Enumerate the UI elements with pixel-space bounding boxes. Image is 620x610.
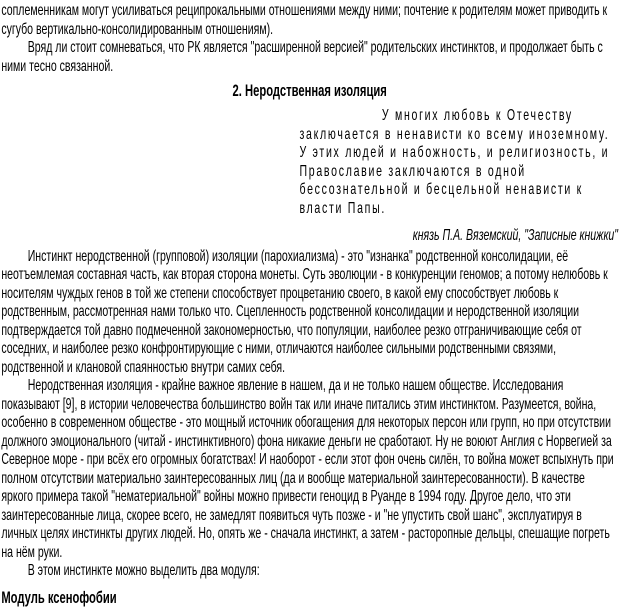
- body-paragraph-3: В этом инстинкте можно выделить два модуля:: [27, 562, 260, 579]
- subsection-heading: Модуль ксенофобии: [1, 588, 117, 607]
- body-paragraph-2: Неродственная изоляция - крайне важное явление в нашем, да и не только нашем обществе. Исследования показывают [9], в истории человечества большинство войн так или иначе питались этим инстинктом. Разумеется, война, особенно в современном обществе - это мощный источник обогащения для некоторых персон или групп, но при отсутствии должного эмоционального (читай - инстинктивного) фона никакие деньги не сработают. Ну не воюют Англия с Норвегией за Северное море - при всёх его огромных богатствах! И наоборот - если этот фон очень силён, то война может вспыхнуть при полном отсутствии материально заинтересованных лиц (да и вообще материальной заинтересованности). В качестве яркого примера такой "нематериальной" войны можно привести геноцид в Руанде в 1994 году. Другое дело, что эти заинтересованные лица, скорее всего, не замедлят появиться чуть позже - и "не упустить свой шанс", эксплуатируя в личных целях инстинкты других людей. Но, опять же - сначала инстинкт, а затем - расторопные дельцы, спешащие погреть на нём руки.: [1, 377, 614, 561]
- section-heading: 2. Неродственная изоляция: [232, 81, 387, 100]
- epigraph-block: [299, 107, 618, 248]
- body-paragraph-1: Инстинкт неродственной (групповой) изоляции (парохиализма) - это "изнанка" родственной консолидации, её неотъемлемая составная часть, как вторая сторона монеты. Суть эволюции - в конкуренции геномов; а потому нелюбовь к носителям чуждых генов в той же степени способствует процветанию своего, в какой ему способствует любовь к родственным, рассмотренная нами только что. Сцепленность родственной консолидации и неродственной изоляции подтверждается той давно подмеченной закономерностью, что популяции, наиболее резко отграничивающие себя от соседних, и наиболее резко конфронтирующие с ними, отличаются наиболее сильными родственными связями, родственной и клановой спаянностью внутри самих себя.: [1, 247, 608, 376]
- paragraph-rk: Вряд ли стоит сомневаться, что РК является "расширенной версией" родительских инстинктов, и продолжает быть с ними тесно связанной.: [1, 39, 603, 75]
- epigraph-text: У многих любовь к Отечеству заключается в ненависти ко всему иноземному. У этих людей и набожность, и религиозность, и Православие заключаются в одной бессознательной и бесцельной ненависти к власти Папы.: [299, 107, 610, 217]
- epigraph-attribution: князь П.А. Вяземский, "Записные книжки": [412, 227, 619, 244]
- paragraph-continuation: соплеменникам могут усиливаться реципрокальными отношениями между ними; почтение к родителям может приводить к сугубо вертикально-консолидированным отношениям).: [1, 2, 608, 38]
